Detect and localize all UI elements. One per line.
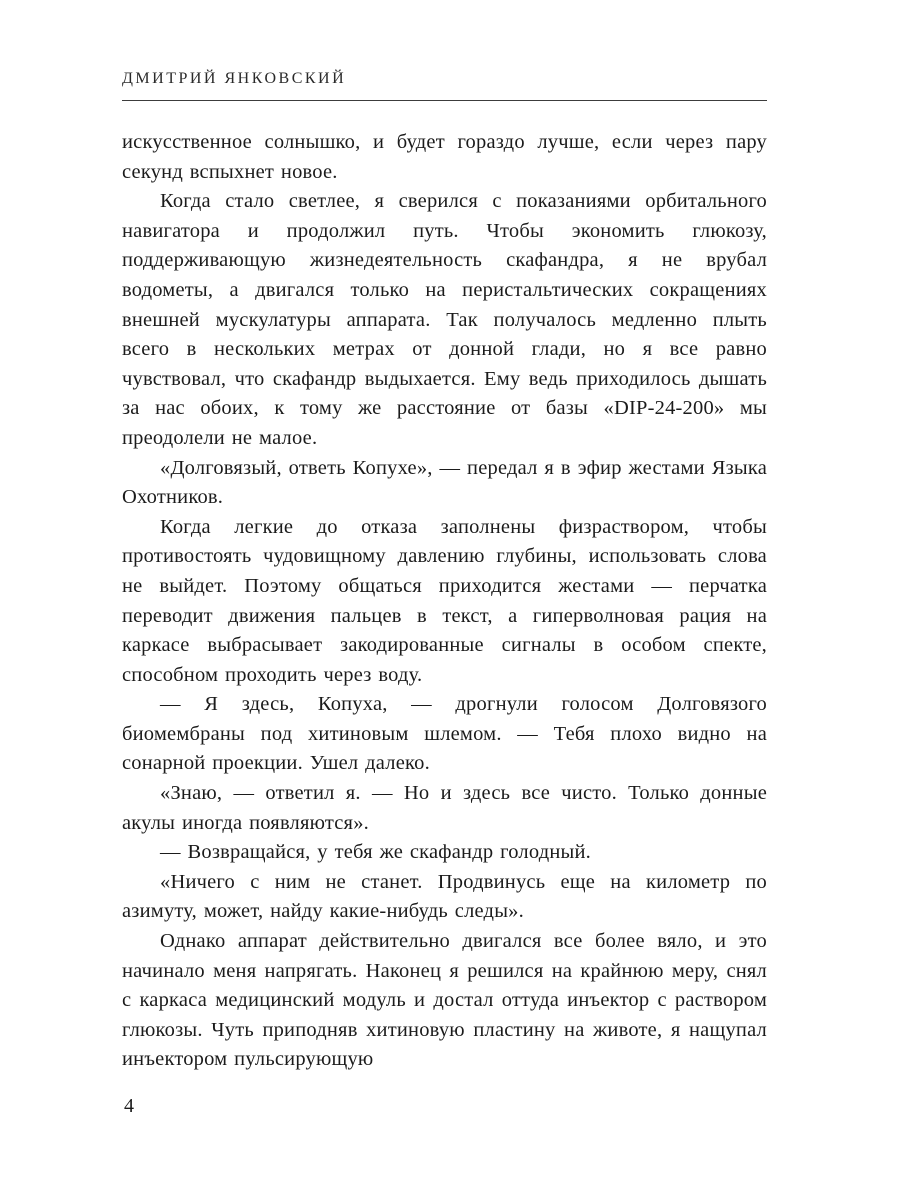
author-name: ДМИТРИЙ ЯНКОВСКИЙ [122,70,347,87]
text-column [122,70,767,1075]
paragraph: — Я здесь, Копуха, — дрогнули голосом Долговязого биомембраны под хитиновым шлемом. — Тебя плохо видно на сонарной проекции. Ушел далеко. [122,693,767,775]
header-rule [122,100,767,101]
paragraph: искусственное солнышко, и будет гораздо лучше, если через пару секунд вспыхнет новое. [122,131,767,183]
paragraph: Однако аппарат действительно двигался все более вяло, и это начинало меня напрягать. Наконец я решился на крайнюю меру, снял с каркаса медицинский модуль и достал оттуда инъектор с раствором глюкозы. Чуть приподняв хитиновую пластину на животе, я нащупал инъектором пульсирующую [122,930,767,1071]
running-header [122,70,767,101]
body-text [122,128,767,1075]
paragraph: Когда стало светлее, я сверился с показаниями орбитального навигатора и продолжил путь. Чтобы экономить глюкозу, поддерживающую жизнедеятельность скафандра, я не врубал водометы, а двигался только на перистальтических сокращениях внешней мускулатуры аппарата. Так получалось медленно плыть всего в нескольких метрах от донной глади, но я все равно чувствовал, что скафандр выдыхается. Ему ведь приходилось дышать за нас обоих, к тому же расстояние от базы «DIP-24-200» мы преодолели не малое. [122,190,767,449]
paragraph: «Ничего с ним не станет. Продвинусь еще на километр по азимуту, может, найду какие-нибудь следы». [122,870,767,923]
paragraph: «Знаю, — ответил я. — Но и здесь все чисто. Только донные акулы иногда появляются». [122,782,767,834]
paragraph: «Долговязый, ответь Копухе», — передал я в эфир жестами Языка Охотников. [122,456,767,509]
page-number: 4 [124,1095,134,1117]
paragraph: Когда легкие до отказа заполнены физраствором, чтобы противостоять чудовищному давлению глубины, использовать слова не выйдет. Поэтому общаться приходится жестами — перчатка переводит движения пальцев в текст, а гиперволновая рация на каркасе выбрасывает закодированные сигналы в особом спекте, способном проходить через воду. [122,515,767,686]
paragraph: — Возвращайся, у тебя же скафандр голодный. [160,841,591,864]
